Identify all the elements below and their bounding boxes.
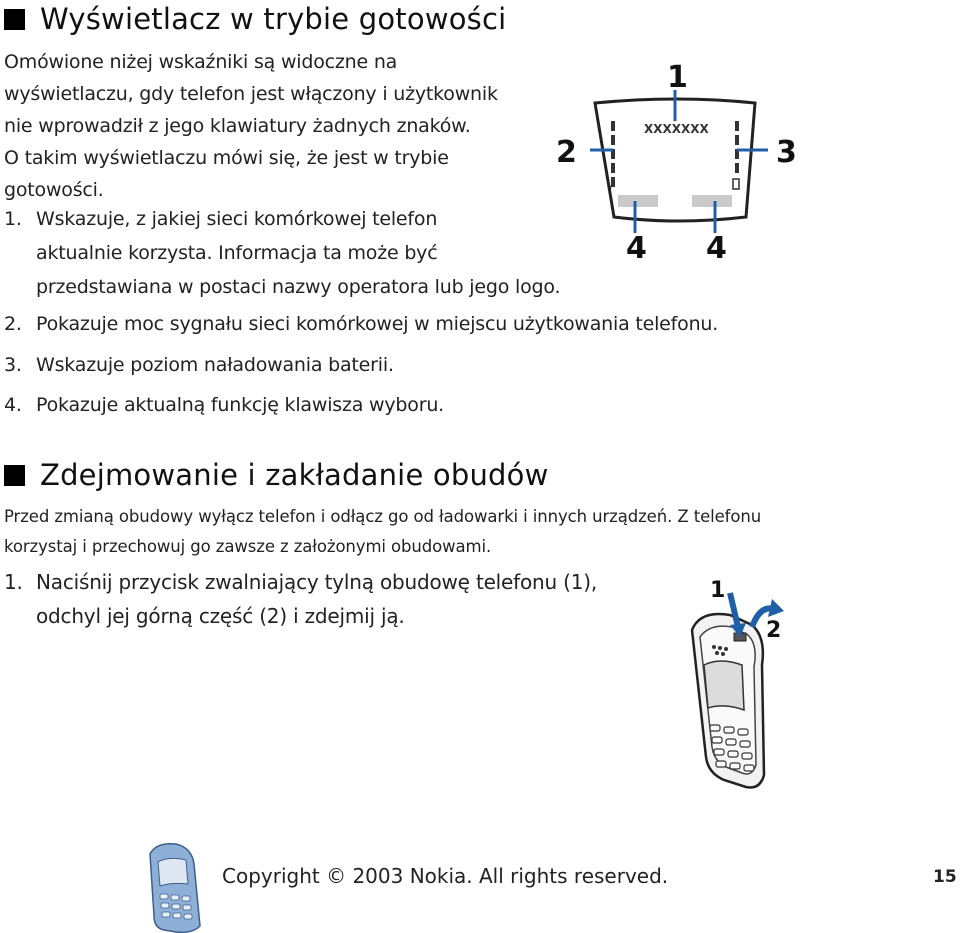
list-item-text: odchyl jej górną część (2) i zdejmij ją.: [36, 604, 405, 628]
heading-bullet-square: [4, 9, 25, 30]
right-softkey-area: [692, 195, 732, 207]
list-item: [4, 394, 604, 424]
footer-phone-thumbnail: [142, 840, 206, 933]
list-item: [4, 208, 644, 308]
list-item-text: aktualnie korzysta. Informacja ta może być: [36, 242, 438, 264]
intro-line: nie wprowadził z jego klawiatury żadnych znaków.: [4, 115, 471, 137]
list-item-number: 4.: [4, 394, 22, 416]
list-item-text: Wskazuje poziom naładowania baterii.: [36, 354, 394, 376]
phone-cover-removal-illustration: [680, 575, 800, 800]
copyright-text: Copyright © 2003 Nokia. All rights reserved.: [222, 864, 669, 888]
callout-number-2: 2: [766, 618, 782, 643]
list-item-text: Pokazuje aktualną funkcję klawisza wyboru.: [36, 394, 445, 416]
callout-number-1: 1: [667, 60, 688, 95]
intro-line: Omówione niżej wskaźniki są widoczne na: [4, 51, 398, 73]
callout-number-4b: 4: [706, 231, 727, 265]
callout-number-4a: 4: [626, 231, 647, 265]
list-item-text: Naciśnij przycisk zwalniający tylną obudowę telefonu (1),: [36, 570, 598, 594]
left-softkey-area: [618, 195, 658, 207]
phone-screen: [704, 661, 744, 710]
section-title: Wyświetlacz w trybie gotowości: [40, 2, 507, 36]
operator-name-text: XXXXXXX: [644, 122, 709, 136]
standby-display-diagram: [550, 55, 810, 265]
list-item: [4, 354, 604, 384]
list-item-text: Pokazuje moc sygnału sieci komórkowej w miejscu użytkowania telefonu.: [36, 313, 719, 335]
intro-line: Przed zmianą obudowy wyłącz telefon i odłącz go od ładowarki i innych urządzeń. Z telefonu: [4, 507, 762, 526]
list-item-text: Wskazuje, z jakiej sieci komórkowej telefon: [36, 208, 438, 230]
intro-line: O takim wyświetlaczu mówi się, że jest w trybie: [4, 147, 449, 169]
intro-line: korzystaj i przechowuj go zawsze z założonymi obudowami.: [4, 537, 492, 556]
page-number: 15: [933, 867, 957, 887]
list-item-number: 3.: [4, 354, 22, 376]
intro-line: wyświetlaczu, gdy telefon jest włączony i użytkownik: [4, 83, 498, 105]
intro-paragraph: [4, 502, 761, 562]
intro-paragraph: [4, 46, 498, 206]
list-item-number: 1.: [4, 208, 22, 230]
svg-text:Y: Y: [608, 183, 614, 193]
list-item: [4, 570, 644, 640]
section-title: Zdejmowanie i zakładanie obudów: [40, 458, 549, 492]
list-item-number: 2.: [4, 313, 22, 335]
list-item-text: przedstawiana w postaci nazwy operatora lub jego logo.: [36, 276, 561, 298]
list-item: [4, 313, 804, 343]
callout-number-3: 3: [776, 135, 797, 170]
heading-bullet-square: [4, 465, 25, 486]
callout-number-1: 1: [710, 578, 726, 603]
list-item-number: 1.: [4, 570, 23, 594]
callout-number-2: 2: [556, 135, 577, 170]
intro-line: gotowości.: [4, 179, 104, 201]
